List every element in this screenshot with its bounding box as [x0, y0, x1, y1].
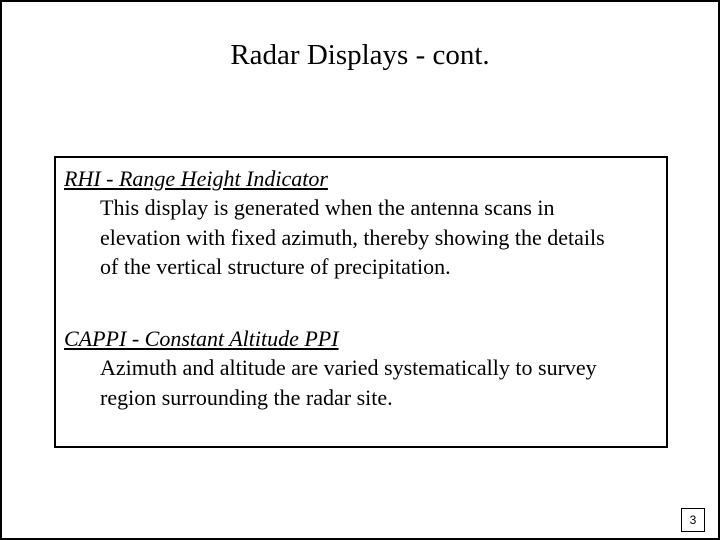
slide-title: Radar Displays - cont. — [230, 39, 490, 71]
section-cappi — [64, 325, 664, 412]
rhi-description-line: This display is generated when the antenna scans in — [100, 195, 555, 220]
rhi-description-line: of the vertical structure of precipitation. — [100, 254, 451, 279]
content-box — [54, 156, 668, 448]
section-rhi — [64, 165, 664, 282]
rhi-description-line: elevation with fixed azimuth, thereby showing the details — [100, 224, 605, 250]
rhi-heading: RHI - Range Height Indicator — [64, 166, 328, 191]
cappi-description — [100, 353, 664, 412]
page-number: 3 — [681, 508, 705, 532]
cappi-description-line: region surrounding the radar site. — [100, 384, 393, 410]
cappi-heading: CAPPI - Constant Altitude PPI — [64, 326, 339, 351]
cappi-description-line: Azimuth and altitude are varied systematically to survey — [100, 355, 597, 380]
rhi-description — [100, 193, 664, 282]
